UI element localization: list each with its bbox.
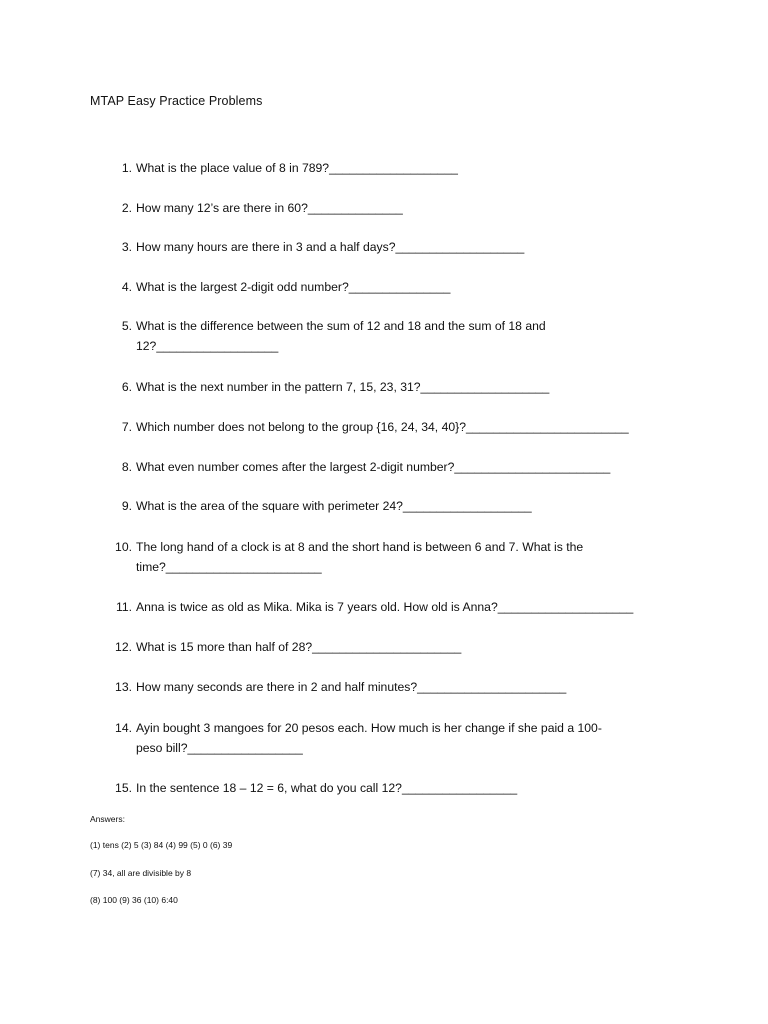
question-number: 9. bbox=[121, 499, 132, 513]
question-text: The long hand of a clock is at 8 and the short hand is between 6 and 7. What is the bbox=[136, 540, 584, 554]
question-text: What even number comes after the largest 2-digit number?_______________________ bbox=[136, 460, 611, 474]
question-number: 2. bbox=[121, 201, 132, 215]
question-number: 14. bbox=[115, 721, 132, 735]
question-text: Which number does not belong to the group {16, 24, 34, 40}?________________________ bbox=[136, 420, 629, 434]
question-number: 13. bbox=[115, 680, 132, 694]
question-number: 6. bbox=[121, 380, 132, 394]
answer-line: (7) 34, all are divisible by 8 bbox=[90, 868, 192, 878]
question-number: 11. bbox=[115, 600, 132, 614]
question-text: How many 12’s are there in 60?______________ bbox=[136, 201, 403, 215]
question-text: How many hours are there in 3 and a half days?___________________ bbox=[136, 240, 525, 254]
question-text-continued: peso bill?_________________ bbox=[136, 741, 303, 755]
question-text: What is the difference between the sum of 12 and 18 and the sum of 18 and bbox=[136, 319, 546, 333]
question-text: In the sentence 18 – 12 = 6, what do you call 12?_________________ bbox=[136, 781, 518, 795]
question-text: Ayin bought 3 mangoes for 20 pesos each. How much is her change if she paid a 100- bbox=[136, 721, 602, 735]
question-text: What is the next number in the pattern 7, 15, 23, 31?___________________ bbox=[136, 380, 550, 394]
question-number: 5. bbox=[121, 319, 132, 333]
question-number: 15. bbox=[115, 781, 132, 795]
question-number: 12. bbox=[115, 640, 132, 654]
question-text-continued: 12?__________________ bbox=[136, 339, 279, 353]
page-title: MTAP Easy Practice Problems bbox=[90, 94, 263, 108]
answer-line: (1) tens (2) 5 (3) 84 (4) 99 (5) 0 (6) 39 bbox=[90, 840, 233, 850]
question-number: 1. bbox=[121, 161, 132, 175]
question-text: What is 15 more than half of 28?______________________ bbox=[136, 640, 462, 654]
question-text: What is the place value of 8 in 789?___________________ bbox=[136, 161, 458, 175]
question-text: Anna is twice as old as Mika. Mika is 7 years old. How old is Anna?____________________ bbox=[136, 600, 634, 614]
answer-line: (8) 100 (9) 36 (10) 6:40 bbox=[90, 895, 178, 905]
question-number: 8. bbox=[121, 460, 132, 474]
answers-label: Answers: bbox=[90, 814, 125, 824]
question-text: What is the largest 2-digit odd number?_______________ bbox=[136, 280, 451, 294]
question-text: What is the area of the square with perimeter 24?___________________ bbox=[136, 499, 532, 513]
question-number: 3. bbox=[121, 240, 132, 254]
question-number: 10. bbox=[115, 540, 132, 554]
question-number: 7. bbox=[121, 420, 132, 434]
question-text: How many seconds are there in 2 and half minutes?______________________ bbox=[136, 680, 567, 694]
question-text-continued: time?_______________________ bbox=[136, 560, 322, 574]
question-number: 4. bbox=[121, 280, 132, 294]
